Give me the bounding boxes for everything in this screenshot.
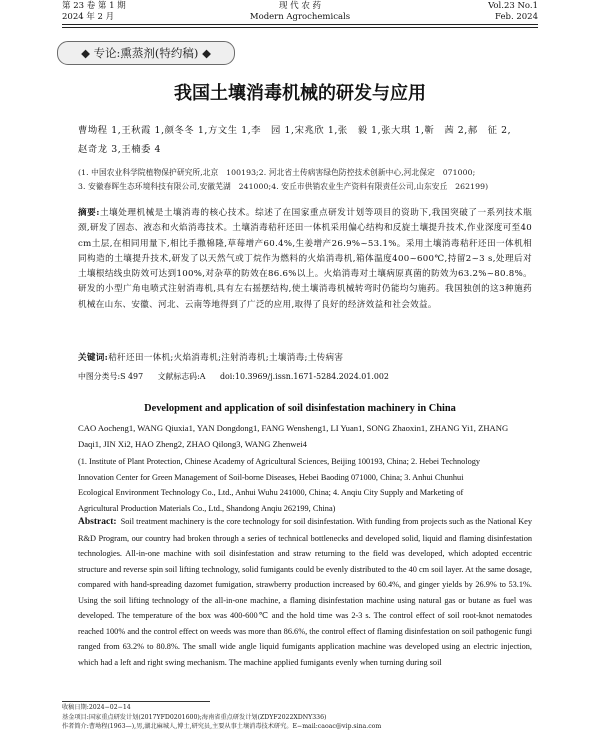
column-banner: ◆ 专论:熏蒸剂(特约稿) ◆ [57, 41, 235, 65]
journal-name-en: Modern Agrochemicals [249, 11, 351, 22]
affiliation-en-line: Innovation Center for Green Management of Soil-borne Diseases, Hebei Baoding 071000, China; 3. Anhui Chunhui [78, 472, 464, 482]
affiliations-en [78, 454, 532, 516]
authors-en-line: Daqi1, JIN Xi2, HAO Zheng2, ZHAO Qilong3, WANG Zhenwei4 [78, 439, 307, 450]
page-title: 我国土壤消毒机械的研发与应用 [174, 83, 426, 104]
affiliations-cn [78, 166, 532, 194]
affiliation-en-line: Ecological Environment Technology Co., Ltd., Anhui Wuhu 241000, China; 4. Anqiu City Supply and Marketing of [78, 488, 464, 497]
header-center [62, 1, 538, 22]
affiliation-en-line: Agricultural Production Materials Co., Ltd., Shandong Anqiu 262199, China) [78, 503, 336, 513]
running-header [62, 0, 538, 24]
keywords-cn-text: 秸秆还田一体机;火焰消毒机;注射消毒机;土壤消毒;土传病害 [108, 353, 344, 363]
affiliation-cn-line: 3. 安徽春晖生态环境科技有限公司,安徽芜湖 241000;4. 安丘市供销农业生产资料有限责任公司,山东安丘 262199) [78, 182, 489, 191]
abstract-en-label: Abstract: [78, 517, 117, 527]
document-code: 文献标志码:A [157, 372, 206, 381]
title-en: Development and application of soil disinfestation machinery in China [144, 403, 456, 414]
footnote-rule [62, 701, 210, 702]
journal-name-cn: 现 代 农 药 [278, 1, 322, 11]
abstract-en-text: Soil treatment machinery is the core technology for soil disinfestation. With funding from projects such as the National Key R&D Program, our country had broken through a series of technical bottlenecks and developed solid, liquid and flaming disinfestation technologies. All-in-one machine with soil disinfestation and straw returning to the field was developed, which adopted eccentric structure and reverse spin soil lifting technology, solid fumigants could be evenly distributed to the 40 cm soil layer. At the same dosage, compared with hand-spreading dazomet fumigation, strawberry production increased by 60.4%, and ginger yields by 26.9% to 53.1%. Using the soil lifting technology of the all-in-one machine, a flaming disinfestation machine using natural gas or butane as fuel was developed. The temperature of the box was 400-600℃ and the hold time was 2-3 s. The control effect of soil root-knot nematodes reached 100% and the control effect on weeds was more than 86.6%, the control effect of flaming disinfestation on soil pathogenic fungi ranged from 63.2% to 80.8%. The small wide angle liquid fumigants application machine was developed using an electric injection, which had a left and right swing mechanism. The machine applied fumigants evenly when turning during soil [78, 517, 532, 667]
volume-issue-cn: 第 23 卷 第 1 期 [62, 1, 126, 11]
footnote-received: 收稿日期:2024−02−14 [62, 704, 131, 711]
footnotes [62, 703, 542, 732]
authors-cn-line: 曹坳程 1,王秋霞 1,颜冬冬 1,方文生 1,李 园 1,宋兆欣 1,张 毅 1,张大琪 1,靳 茜 2,郝 征 2, [78, 125, 512, 136]
authors-cn [78, 121, 532, 159]
authors-cn-line: 赵奇龙 3,王楠委 4 [78, 144, 162, 155]
abstract-en [78, 514, 532, 670]
header-rule-thick [62, 24, 538, 25]
footnote-author-bio: 作者简介:曹坳程(1963—),男,湖北麻城人,博士,研究员,主要从事土壤消毒技术研究。E−mail:caoac@vip.sina.com [62, 723, 382, 731]
date-cn: 2024 年 2 月 [62, 11, 115, 22]
abstract-cn-label: 摘要: [78, 208, 100, 218]
keywords-cn-label: 关键词: [78, 353, 109, 363]
header-rule-thin [62, 27, 538, 28]
abstract-cn-text: 土壤处理机械是土壤消毒的核心技术。综述了在国家重点研发计划等项目的资助下,我国突破了一系列技术瓶颈,研发了固态、液态和火焰消毒技术。土壤消毒秸秆还田一体机采用偏心结构和反旋土壤提升技术,作业深度可至40 cm土层,在相同用量下,相比手撒棉隆,草莓增产60.4%,生姜增产26.9%~53.1%。采用土壤消毒秸秆还田一体机相同构造的土壤提升技术,研发了以天然气或丁烷作为燃料的火焰消毒机,箱体温度400~600℃,持留2~3 s,处理后对土壤根结线虫防效可达到100%,对杂草的防效在86.6%以上。火焰消毒对土壤病原真菌的防效为63.2%~80.8%。研发的小型广角电喷式注射消毒机,具有左右摇摆结构,使土壤消毒机械转弯时仍能均匀施药。我国独创的这3种施药机械在山东、安徽、河北、云南等地得到了广泛的应用,取得了良好的经济效益和社会效益。 [78, 208, 532, 310]
authors-en-line: CAO Aocheng1, WANG Qiuxia1, YAN Dongdong1, FANG Wensheng1, LI Yuan1, SONG Zhaoxin1, ZHANG Yi1, ZHANG [78, 423, 509, 433]
footnote-funding: 基金项目:国家重点研发计划(2017YFD0201600);海南省重点研发计划(ZDYF2022XDNY336) [62, 713, 327, 721]
affiliation-en-line: (1. Institute of Plant Protection, Chinese Academy of Agricultural Sciences, Beijing 100193, China; 2. Hebei Technology [78, 457, 481, 466]
clc-number: 中图分类号:S 497 [78, 372, 144, 381]
date-en: Feb. 2024 [495, 11, 538, 22]
authors-en [78, 420, 532, 452]
keywords-cn [78, 352, 532, 365]
affiliation-cn-line: (1. 中国农业科学院植物保护研究所,北京 100193;2. 河北省土传病害绿色防控技术创新中心,河北保定 071000; [78, 168, 476, 177]
article-meta [78, 370, 532, 383]
volume-issue-en: Vol.23 No.1 [488, 1, 538, 11]
abstract-cn [78, 206, 532, 313]
doi: doi:10.3969/j.issn.1671-5284.2024.01.002 [219, 372, 389, 381]
header-right [488, 1, 538, 22]
